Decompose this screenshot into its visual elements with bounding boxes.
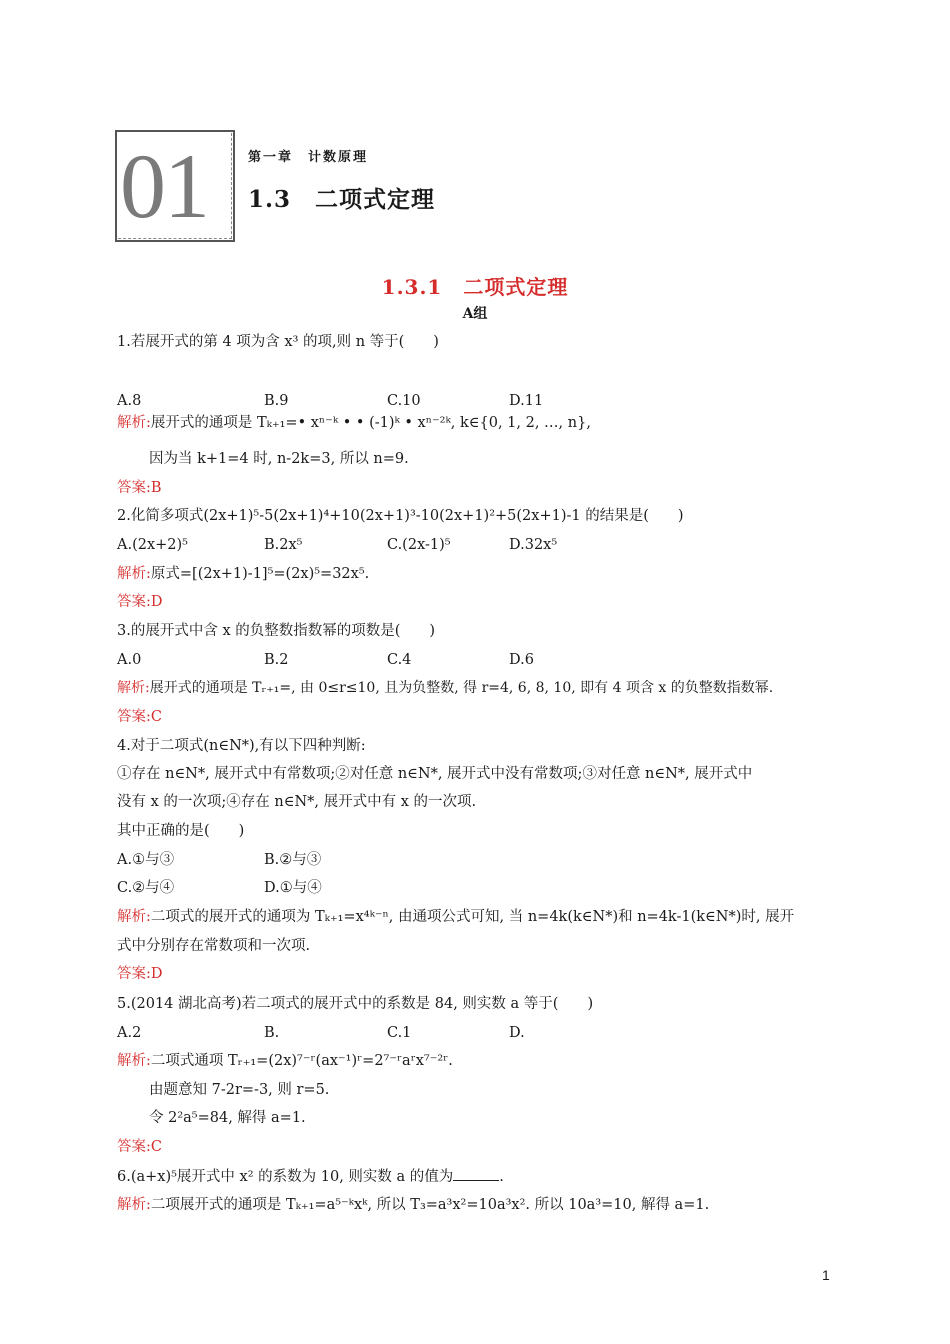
question-2-stem: 2.化简多项式(2x+1)⁵-5(2x+1)⁴+10(2x+1)³-10(2x+1)²+5(2x+1)-1 的结果是( ) <box>117 508 684 524</box>
question-5-option-c: C.1 <box>387 1025 412 1041</box>
analysis-label: 解析: <box>117 415 151 431</box>
question-1-option-b: B.9 <box>264 393 289 409</box>
question-5-option-b: B. <box>264 1025 280 1041</box>
subsection-title: 1.3.1 二项式定理 <box>381 275 569 299</box>
question-4-option-c: C.②与④ <box>117 880 175 896</box>
section-title: 1.3 二项式定理 <box>248 186 436 213</box>
chapter-number: 01 <box>120 135 208 237</box>
question-3-option-c: C.4 <box>387 652 412 668</box>
chapter-label: 第一章 计数原理 <box>248 150 369 165</box>
page-number: 1 <box>822 1267 830 1283</box>
question-4-analysis <box>117 907 794 927</box>
question-3-option-b: B.2 <box>264 652 289 668</box>
analysis-text: 二项式的展开式的通项为 Tₖ₊₁=x⁴ᵏ⁻ⁿ, 由通项公式可知, 当 n=4k(k∈N*)和 n=4k-1(k∈N*)时, 展开 <box>150 909 795 925</box>
question-3-option-a: A.0 <box>117 652 142 668</box>
question-3-answer: 答案:C <box>117 709 162 725</box>
question-5-answer: 答案:C <box>117 1139 162 1155</box>
question-1-stem: 1.若展开式的第 4 项为含 x³ 的项,则 n 等于( ) <box>117 334 439 350</box>
question-4-statement-1: ①存在 n∈N*, 展开式中有常数项;②对任意 n∈N*, 展开式中没有常数项;③对任意 n∈N*, 展开式中 <box>117 766 753 782</box>
analysis-label: 解析: <box>117 909 151 925</box>
question-5-analysis-line-2: 由题意知 7-2r=-3, 则 r=5. <box>149 1082 330 1098</box>
question-2-answer: 答案:D <box>117 594 163 610</box>
question-3-stem: 3.的展开式中含 x 的负整数指数幂的项数是( ) <box>117 623 436 639</box>
question-3-analysis <box>117 678 773 698</box>
question-1-option-a: A.8 <box>117 393 142 409</box>
question-5-option-a: A.2 <box>117 1025 142 1041</box>
question-6-stem <box>117 1166 504 1187</box>
analysis-label: 解析: <box>117 1053 151 1069</box>
question-6-stem-end: . <box>499 1169 504 1185</box>
analysis-label: 解析: <box>117 566 151 582</box>
question-1-analysis <box>117 413 591 433</box>
question-4-option-b: B.②与③ <box>264 852 322 868</box>
analysis-text: 二项展开式的通项是 Tₖ₊₁=a⁵⁻ᵏxᵏ, 所以 T₃=a³x²=10a³x². 所以 10a³=10, 解得 a=1. <box>150 1197 710 1213</box>
question-5-option-d: D. <box>509 1025 525 1041</box>
question-3-option-d: D.6 <box>509 652 534 668</box>
question-4-answer: 答案:D <box>117 966 163 982</box>
question-4-analysis-line-2: 式中分别存在常数项和一次项. <box>117 938 311 954</box>
analysis-label: 解析: <box>117 1197 151 1213</box>
question-6-analysis <box>117 1195 709 1215</box>
question-1-option-c: C.10 <box>387 393 421 409</box>
question-4-option-a: A.①与③ <box>117 852 175 868</box>
analysis-text: 展开式的通项是 Tᵣ₊₁=, 由 0≤r≤10, 且为负整数, 得 r=4, 6, 8, 10, 即有 4 项含 x 的负整数指数幂. <box>149 680 774 696</box>
analysis-text: 展开式的通项是 Tₖ₊₁=• xⁿ⁻ᵏ • • (-1)ᵏ • xⁿ⁻²ᵏ, k∈{0, 1, 2, …, n}, <box>150 415 591 431</box>
question-4-statement-2: 没有 x 的一次项;④存在 n∈N*, 展开式中有 x 的一次项. <box>117 794 477 810</box>
analysis-label: 解析: <box>117 680 150 696</box>
question-1-analysis-line-2: 因为当 k+1=4 时, n-2k=3, 所以 n=9. <box>149 451 409 467</box>
question-1-answer: 答案:B <box>117 480 162 496</box>
question-2-analysis <box>117 564 369 584</box>
answer-blank <box>453 1166 499 1181</box>
analysis-text: 二项式通项 Tᵣ₊₁=(2x)⁷⁻ʳ(ax⁻¹)ʳ=2⁷⁻ʳaʳx⁷⁻²ʳ. <box>150 1053 453 1069</box>
question-5-analysis <box>117 1051 453 1071</box>
question-2-option-c: C.(2x-1)⁵ <box>387 537 451 553</box>
question-4-option-d: D.①与④ <box>264 880 322 896</box>
question-2-option-a: A.(2x+2)⁵ <box>117 537 188 553</box>
question-6-stem-text: 6.(a+x)⁵展开式中 x² 的系数为 10, 则实数 a 的值为 <box>117 1169 454 1185</box>
group-label: A组 <box>462 306 488 322</box>
question-2-option-b: B.2x⁵ <box>264 537 303 553</box>
question-4-question: 其中正确的是( ) <box>117 823 245 839</box>
question-5-analysis-line-3: 令 2²a⁵=84, 解得 a=1. <box>149 1110 306 1126</box>
question-1-option-d: D.11 <box>509 393 544 409</box>
question-4-stem: 4.对于二项式(n∈N*),有以下四种判断: <box>117 738 366 754</box>
question-2-option-d: D.32x⁵ <box>509 537 558 553</box>
question-5-stem: 5.(2014 湖北高考)若二项式的展开式中的系数是 84, 则实数 a 等于( ) <box>117 996 594 1012</box>
analysis-text: 原式=[(2x+1)-1]⁵=(2x)⁵=32x⁵. <box>150 566 370 582</box>
